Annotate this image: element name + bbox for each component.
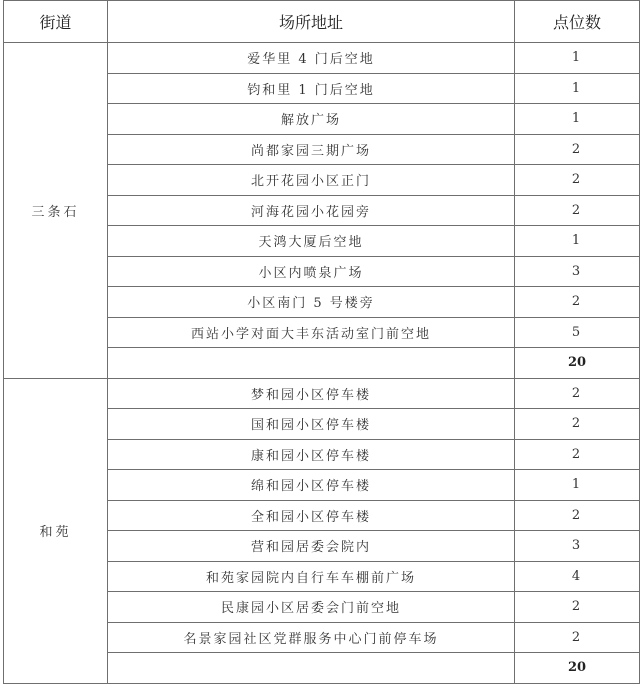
address-cell: 西站小学对面大丰东活动室门前空地	[108, 317, 515, 348]
address-cell: 小区南门 5 号楼旁	[108, 287, 515, 318]
table-body	[4, 43, 640, 684]
address-cell: 梦和园小区停车楼	[108, 378, 515, 409]
address-cell: 绵和园小区停车楼	[108, 470, 515, 501]
address-cell: 民康园小区居委会门前空地	[108, 592, 515, 623]
address-cell: 尚都家园三期广场	[108, 134, 515, 165]
address-cell: 解放广场	[108, 104, 515, 135]
count-cell: 2	[515, 622, 640, 653]
street-cell: 和苑	[4, 378, 108, 683]
address-cell: 小区内喷泉广场	[108, 256, 515, 287]
street-cell: 三条石	[4, 43, 108, 379]
address-cell: 全和园小区停车楼	[108, 500, 515, 531]
header-row	[4, 1, 640, 43]
count-cell: 1	[515, 226, 640, 257]
count-cell: 2	[515, 439, 640, 470]
count-cell: 1	[515, 43, 640, 74]
address-cell: 钧和里 1 门后空地	[108, 73, 515, 104]
address-cell: 康和园小区停车楼	[108, 439, 515, 470]
count-cell: 2	[515, 195, 640, 226]
address-cell: 名景家园社区党群服务中心门前停车场	[108, 622, 515, 653]
count-cell: 2	[515, 165, 640, 196]
address-cell: 国和园小区停车楼	[108, 409, 515, 440]
table-row	[4, 378, 640, 409]
address-cell: 天鸿大厦后空地	[108, 226, 515, 257]
count-cell: 2	[515, 592, 640, 623]
address-cell: 营和园居委会院内	[108, 531, 515, 562]
count-cell: 2	[515, 409, 640, 440]
count-cell: 2	[515, 378, 640, 409]
count-cell: 4	[515, 561, 640, 592]
address-cell: 河海花园小花园旁	[108, 195, 515, 226]
table-row	[4, 43, 640, 74]
address-cell: 爱华里 4 门后空地	[108, 43, 515, 74]
count-cell: 1	[515, 104, 640, 135]
count-cell: 1	[515, 470, 640, 501]
header-address: 场所地址	[108, 1, 515, 43]
empty-cell	[108, 348, 515, 379]
count-cell: 3	[515, 531, 640, 562]
charging-points-table	[3, 0, 640, 684]
address-cell: 北开花园小区正门	[108, 165, 515, 196]
count-cell: 5	[515, 317, 640, 348]
subtotal-count: 20	[515, 653, 640, 684]
count-cell: 1	[515, 73, 640, 104]
empty-cell	[108, 653, 515, 684]
count-cell: 2	[515, 500, 640, 531]
header-count: 点位数	[515, 1, 640, 43]
subtotal-count: 20	[515, 348, 640, 379]
header-street: 街道	[4, 1, 108, 43]
count-cell: 2	[515, 287, 640, 318]
count-cell: 2	[515, 134, 640, 165]
count-cell: 3	[515, 256, 640, 287]
address-cell: 和苑家园院内自行车车棚前广场	[108, 561, 515, 592]
